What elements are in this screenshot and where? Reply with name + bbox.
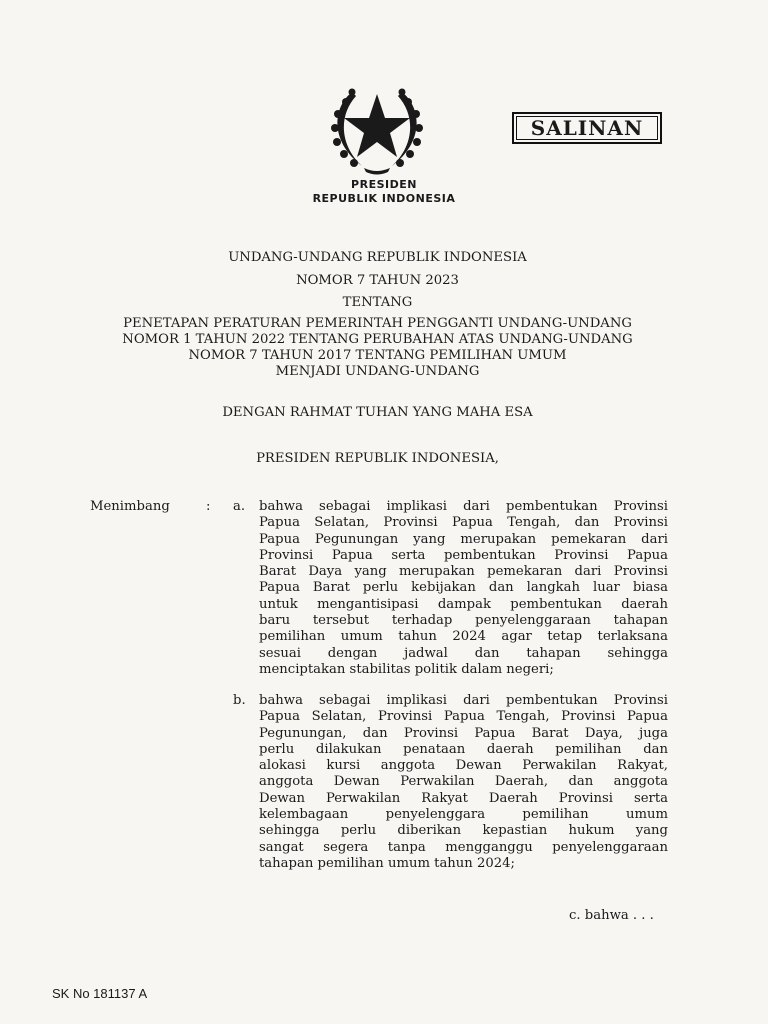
law-subject-line-3: NOMOR 7 TAHUN 2017 TENTANG PEMILIHAN UMUM — [188, 348, 567, 363]
paragraph-line: Provinsi Papua serta pembentukan Provinsi Papua — [259, 547, 668, 563]
president-line: PRESIDEN REPUBLIK INDONESIA, — [256, 451, 499, 466]
blessing-line: DENGAN RAHMAT TUHAN YANG MAHA ESA — [222, 405, 533, 420]
salinan-stamp: SALINAN — [512, 112, 662, 144]
paragraph-line: Papua Selatan, Provinsi Papua Tengah, dan Provinsi — [259, 515, 668, 531]
paragraph-line: menciptakan stabilitas politik dalam negeri; — [259, 661, 554, 677]
paragraph-line: Dewan Perwakilan Rakyat Daerah Provinsi serta — [259, 790, 668, 806]
next-page-catchword: c. bahwa . . . — [569, 908, 654, 923]
paragraph-line: kelembagaan penyelenggara pemilihan umum — [259, 807, 668, 823]
law-subject-line-4: MENJADI UNDANG-UNDANG — [275, 364, 480, 379]
paragraph-line: Barat Daya yang merupakan pemekaran dari Provinsi — [259, 564, 668, 580]
law-title: UNDANG-UNDANG REPUBLIK INDONESIA — [228, 250, 527, 265]
paragraph-line: perlu dilakukan penataan daerah pemilihan dan — [259, 741, 668, 757]
paragraph-line: alokasi kursi anggota Dewan Perwakilan Rakyat, — [259, 758, 668, 774]
garuda-star-emblem-icon — [322, 80, 432, 176]
item-a-marker: a. — [233, 499, 246, 514]
considering-colon: : — [206, 499, 211, 514]
law-subject-line-2: NOMOR 1 TAHUN 2022 TENTANG PERUBAHAN ATAS UNDANG-UNDANG — [122, 332, 633, 347]
paragraph-line: baru tersebut terhadap penyelenggaraan tahapan — [259, 613, 668, 629]
paragraph-line: Papua Barat perlu kebijakan dan langkah luar biasa — [259, 580, 668, 596]
paragraph-line: bahwa sebagai implikasi dari pembentukan Provinsi — [259, 693, 668, 708]
item-b-marker: b. — [233, 693, 246, 708]
president-label: PRESIDEN — [351, 178, 417, 191]
paragraph-line: anggota Dewan Perwakilan Daerah, dan anggota — [259, 774, 668, 790]
item-a-paragraph — [259, 499, 668, 678]
republic-label: REPUBLIK INDONESIA — [312, 192, 456, 205]
paragraph-line: sehingga perlu diberikan kepastian hukum yang — [259, 823, 668, 839]
law-about: TENTANG — [342, 295, 413, 310]
paragraph-line: untuk mengantisipasi dampak pembentukan daerah — [259, 596, 668, 612]
paragraph-line: bahwa sebagai implikasi dari pembentukan Provinsi — [259, 499, 668, 514]
paragraph-line: Pegunungan, dan Provinsi Papua Barat Daya, juga — [259, 725, 668, 741]
paragraph-line: sesuai dengan jadwal dan tahapan sehingga — [259, 645, 668, 661]
paragraph-line: pemilihan umum tahun 2024 agar tetap terlaksana — [259, 629, 668, 645]
paragraph-line: tahapan pemilihan umum tahun 2024; — [259, 855, 515, 871]
item-b-paragraph — [259, 693, 668, 872]
law-subject-line-1: PENETAPAN PERATURAN PEMERINTAH PENGGANTI UNDANG-UNDANG — [123, 316, 632, 331]
considering-label: Menimbang — [90, 499, 170, 514]
paragraph-line: Papua Selatan, Provinsi Papua Tengah, Provinsi Papua — [259, 709, 668, 725]
paragraph-line: Papua Pegunungan yang merupakan pemekaran dari — [259, 531, 668, 547]
sk-number: SK No 181137 A — [52, 986, 148, 1001]
paragraph-line: sangat segera tanpa mengganggu penyelenggaraan — [259, 839, 668, 855]
law-number: NOMOR 7 TAHUN 2023 — [296, 273, 459, 288]
